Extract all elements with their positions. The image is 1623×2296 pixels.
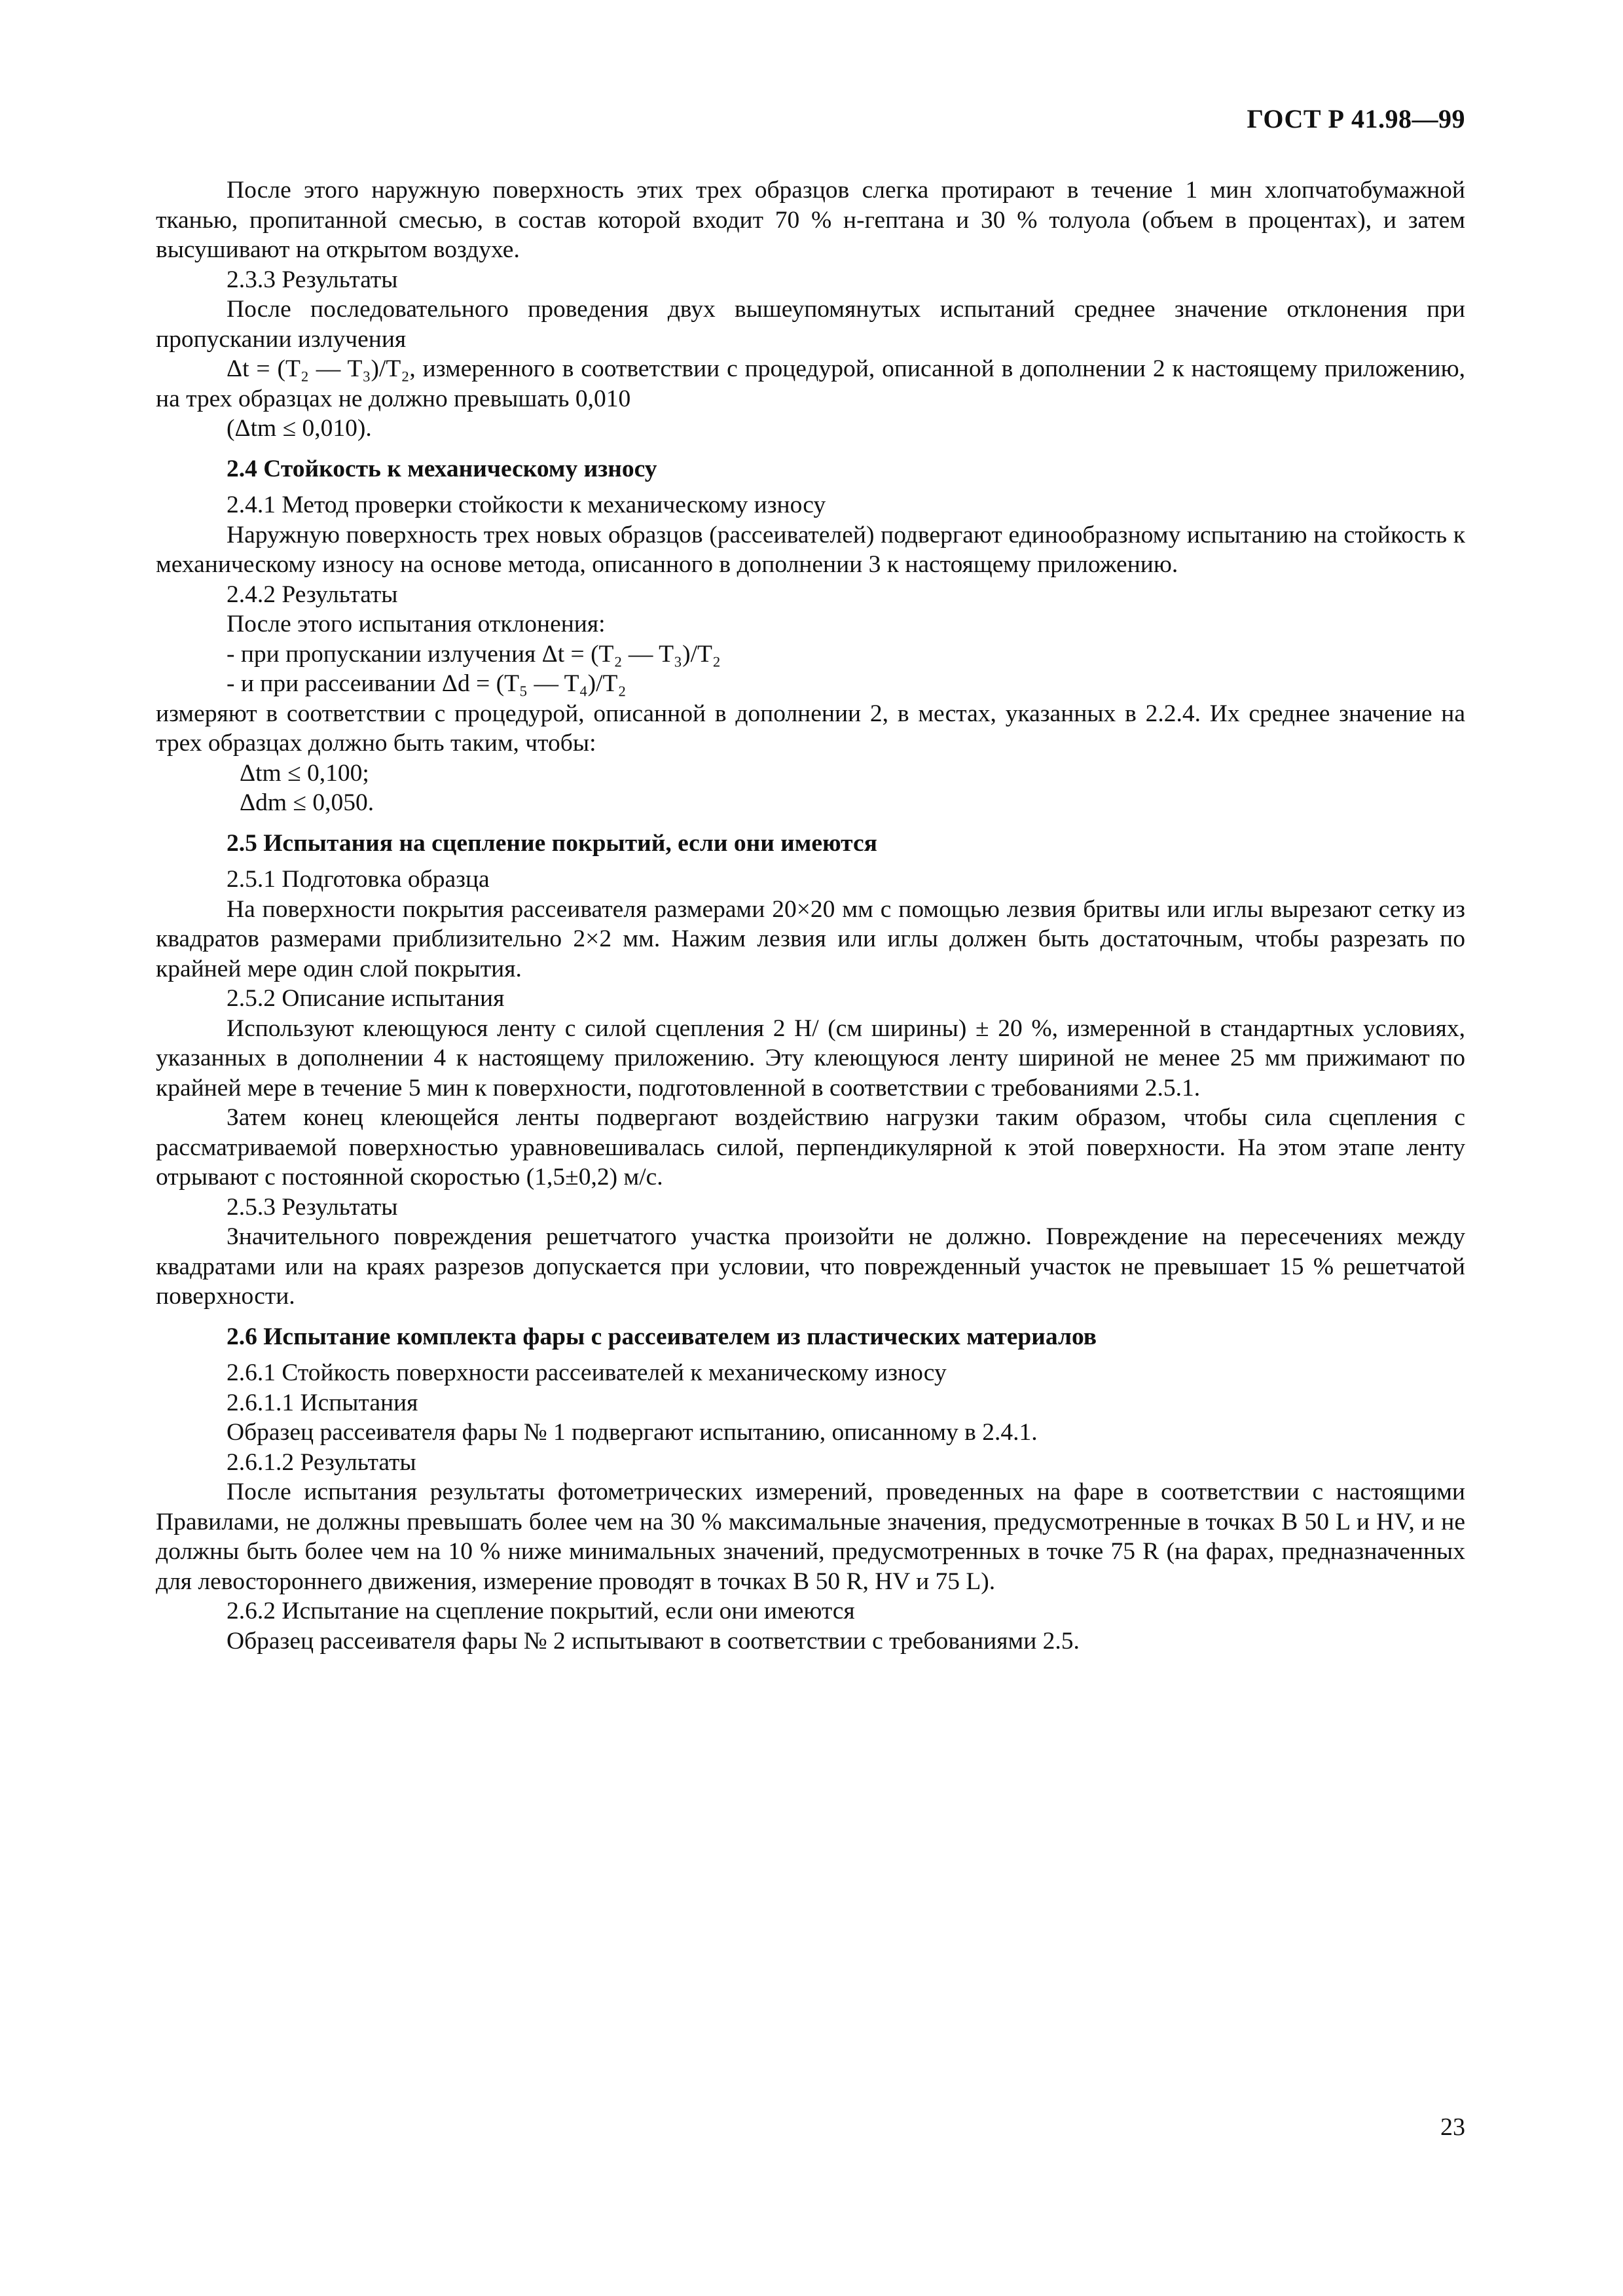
subsection-heading: 2.5.2 Описание испытания [227,985,505,1012]
subsection-heading: 2.4.2 Результаты [227,581,398,608]
subsection-heading: 2.5.3 Результаты [227,1193,398,1221]
paragraph [156,354,1465,414]
paragraph: Значительного повреждения решетчатого участка произойти не должно. Повреждение на пересечениях между квадратами или на краях разрезов допускается при условии, что поврежденный участок не превышает 15 % решетчатой поверхности. [156,1223,1465,1310]
subsection-heading: 2.6.1.1 Испытания [227,1389,418,1416]
subsection-heading: 2.5.1 Подготовка образца [227,866,490,893]
subsection-heading: 2.6.2 Испытание на сцепление покрытий, если они имеются [227,1598,855,1624]
formula-limit: (Δtm ≤ 0,010). [227,415,372,442]
subsection-heading: 2.3.3 Результаты [227,266,398,293]
list-item: - и при рассеивании Δd = (T₅ — T₄)/T₂ [227,670,627,697]
list-item: - при пропускании излучения Δt = (T₂ — T₃)/T₂ [227,640,721,668]
section-heading-2-6: 2.6 Испытание комплекта фары с рассеивателем из пластических материалов [227,1323,1097,1350]
formula-transmission: Δt = (T₂ — T₃)/T₂, [227,355,416,382]
paragraph: Наружную поверхность трех новых образцов (рассеивателей) подвергают единообразному испытанию на стойкость к механическому износу на основе метода, описанного в дополнении 3 к настоящему приложению. [156,521,1465,578]
paragraph: измеряют в соответствии с процедурой, описанной в дополнении 2, в местах, указанных в 2.2.4. Их среднее значение на трех образцах должно быть таким, чтобы: [156,700,1465,757]
subsection-heading: 2.4.1 Метод проверки стойкости к механическому износу [227,492,826,518]
section-heading-2-5: 2.5 Испытания на сцепление покрытий, если они имеются [227,829,877,857]
section-heading-2-4: 2.4 Стойкость к механическому износу [227,455,657,482]
page-body [156,175,1465,1656]
paragraph: Затем конец клеющейся ленты подвергают воздействию нагрузки таким образом, чтобы сила сцепления с рассматриваемой поверхностью уравновешивалась силой, перпендикулярной к этой поверхности. На этом этапе ленту отрывают с постоянной скоростью (1,5±0,2) м/с. [156,1104,1465,1191]
paragraph: Образец рассеивателя фары № 1 подвергают испытанию, описанному в 2.4.1. [227,1419,1038,1446]
document-code: ГОСТ Р 41.98—99 [1247,104,1465,134]
formula-limit: Δdm ≤ 0,050. [240,789,374,816]
paragraph: После последовательного проведения двух вышеупомянутых испытаний среднее значение отклонения при пропускании излучения [156,296,1465,353]
paragraph-text: измеренного в соответствии с процедурой, описанной в дополнении 2 к настоящему приложению, на трех образцах не должно превышать 0,010 [156,355,1465,412]
subsection-heading: 2.6.1 Стойкость поверхности рассеивателей к механическому износу [227,1359,947,1386]
paragraph: После испытания результаты фотометрических измерений, проведенных на фаре в соответствии с настоящими Правилами, не должны превышать более чем на 30 % максимальные значения, предусмотренные в точках B 50 L и HV, и не должны быть более чем на 10 % ниже минимальных значений, предусмотренных в точке 75 R (на фарах, предназначенных для левостороннего движения, измерение проводят в точках B 50 R, HV и 75 L). [156,1479,1465,1595]
formula-limit: Δtm ≤ 0,100; [240,759,369,787]
paragraph: На поверхности покрытия рассеивателя размерами 20×20 мм с помощью лезвия бритвы или иглы вырезают сетку из квадратов размерами приблизительно 2×2 мм. Нажим лезвия или иглы должен быть достаточным, чтобы разрезать по крайней мере один слой покрытия. [156,895,1465,982]
paragraph: После этого наружную поверхность этих трех образцов слегка протирают в течение 1 мин хлопчатобумажной тканью, пропитанной смесью, в состав которой входит 70 % н-гептана и 30 % толуола (объем в процентах), и затем высушивают на открытом воздухе. [156,177,1465,263]
page-number: 23 [1440,2113,1465,2141]
subsection-heading: 2.6.1.2 Результаты [227,1448,416,1476]
paragraph: После этого испытания отклонения: [227,611,606,637]
paragraph: Образец рассеивателя фары № 2 испытывают в соответствии с требованиями 2.5. [227,1627,1080,1655]
paragraph: Используют клеющуюся ленту с силой сцепления 2 Н/ (см ширины) ± 20 %, измеренной в стандартных условиях, указанных в дополнении 4 к настоящему приложению. Эту клеющуюся ленту шириной не менее 25 мм прижимают по крайней мере в течение 5 мин к поверхности, подготовленной в соответствии с требованиями 2.5.1. [156,1014,1465,1102]
